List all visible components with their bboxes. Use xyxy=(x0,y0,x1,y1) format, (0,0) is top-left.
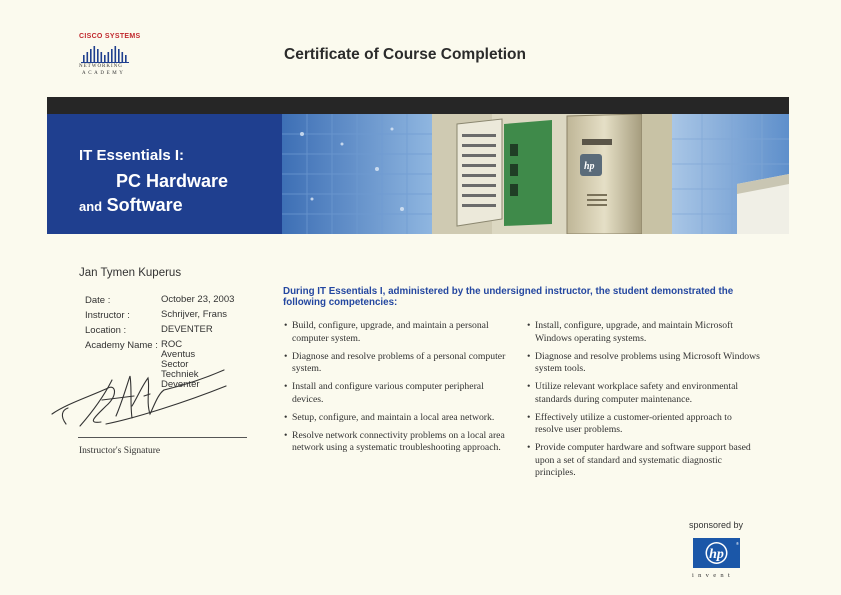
course-line-3-prefix: and xyxy=(79,199,103,214)
svg-text:®: ® xyxy=(736,541,739,546)
course-line-3 xyxy=(79,196,228,215)
competency-item: • Install and configure various computer peripheral devices. xyxy=(284,381,516,406)
logo-line-networking: NETWORKING xyxy=(79,64,123,69)
banner-top-bar xyxy=(47,97,789,114)
course-line-1: IT Essentials I: xyxy=(79,147,185,164)
logo-line-academy: ACADEMY xyxy=(82,71,126,76)
cisco-networking-academy-logo xyxy=(79,33,141,79)
hp-logo xyxy=(693,538,740,568)
competencies-left xyxy=(284,320,516,460)
detail-value-date: October 23, 2003 xyxy=(161,294,235,305)
competencies-intro: During IT Essentials I, administered by the undersigned instructor, the student demonstrated the following competencies: xyxy=(283,286,734,308)
signature-line xyxy=(78,437,247,438)
competency-item: • Utilize relevant workplace safety and environmental standards during computer maintenance. xyxy=(527,381,762,406)
cisco-brand-text: CISCO SYSTEMS xyxy=(79,33,141,40)
detail-value-academy: ROC Aventus Sector Techniek Deventer xyxy=(161,339,200,390)
competency-item: • Build, configure, upgrade, and maintain a personal computer system. xyxy=(284,320,516,345)
competency-item: • Resolve network connectivity problems on a local area network using a systematic troubleshooting approach. xyxy=(284,430,516,455)
competencies-right xyxy=(527,320,762,485)
cisco-bridge-icon xyxy=(81,43,131,63)
competency-item: • Diagnose and resolve problems of a personal computer system. xyxy=(284,351,516,376)
competency-item: • Provide computer hardware and software support based upon a set of standard and systematic diagnostic principles. xyxy=(527,442,762,480)
detail-label: Date : xyxy=(85,295,111,306)
student-name: Jan Tymen Kuperus xyxy=(79,267,182,279)
course-name xyxy=(79,148,228,215)
detail-value-location: DEVENTER xyxy=(161,324,213,335)
signature-label: Instructor's Signature xyxy=(79,446,161,456)
course-line-3-main: Software xyxy=(106,195,183,215)
course-line-2: PC Hardware xyxy=(116,171,229,191)
competency-item: • Effectively utilize a customer-oriented approach to resolve user problems. xyxy=(527,412,762,437)
competency-item: • Diagnose and resolve problems using Microsoft Windows system tools. xyxy=(527,351,762,376)
hp-logo-text: hp xyxy=(709,547,724,562)
certificate-title: Certificate of Course Completion xyxy=(284,46,526,63)
instructor-signature xyxy=(46,366,246,438)
competency-item: • Install, configure, upgrade, and maintain Microsoft Windows operating systems. xyxy=(527,320,762,345)
case-hp-mark: hp xyxy=(584,161,595,172)
competency-item: • Setup, configure, and maintain a local area network. xyxy=(284,412,516,425)
hp-tagline: invent xyxy=(692,572,735,579)
sponsor-label: sponsored by xyxy=(689,520,744,530)
detail-label: Academy Name : xyxy=(85,340,158,351)
banner-photo xyxy=(282,114,789,234)
detail-label: Location : xyxy=(85,325,127,336)
detail-label: Instructor : xyxy=(85,310,130,321)
detail-value-instructor: Schrijver, Frans xyxy=(161,309,227,320)
pc-hardware-image xyxy=(282,114,789,234)
